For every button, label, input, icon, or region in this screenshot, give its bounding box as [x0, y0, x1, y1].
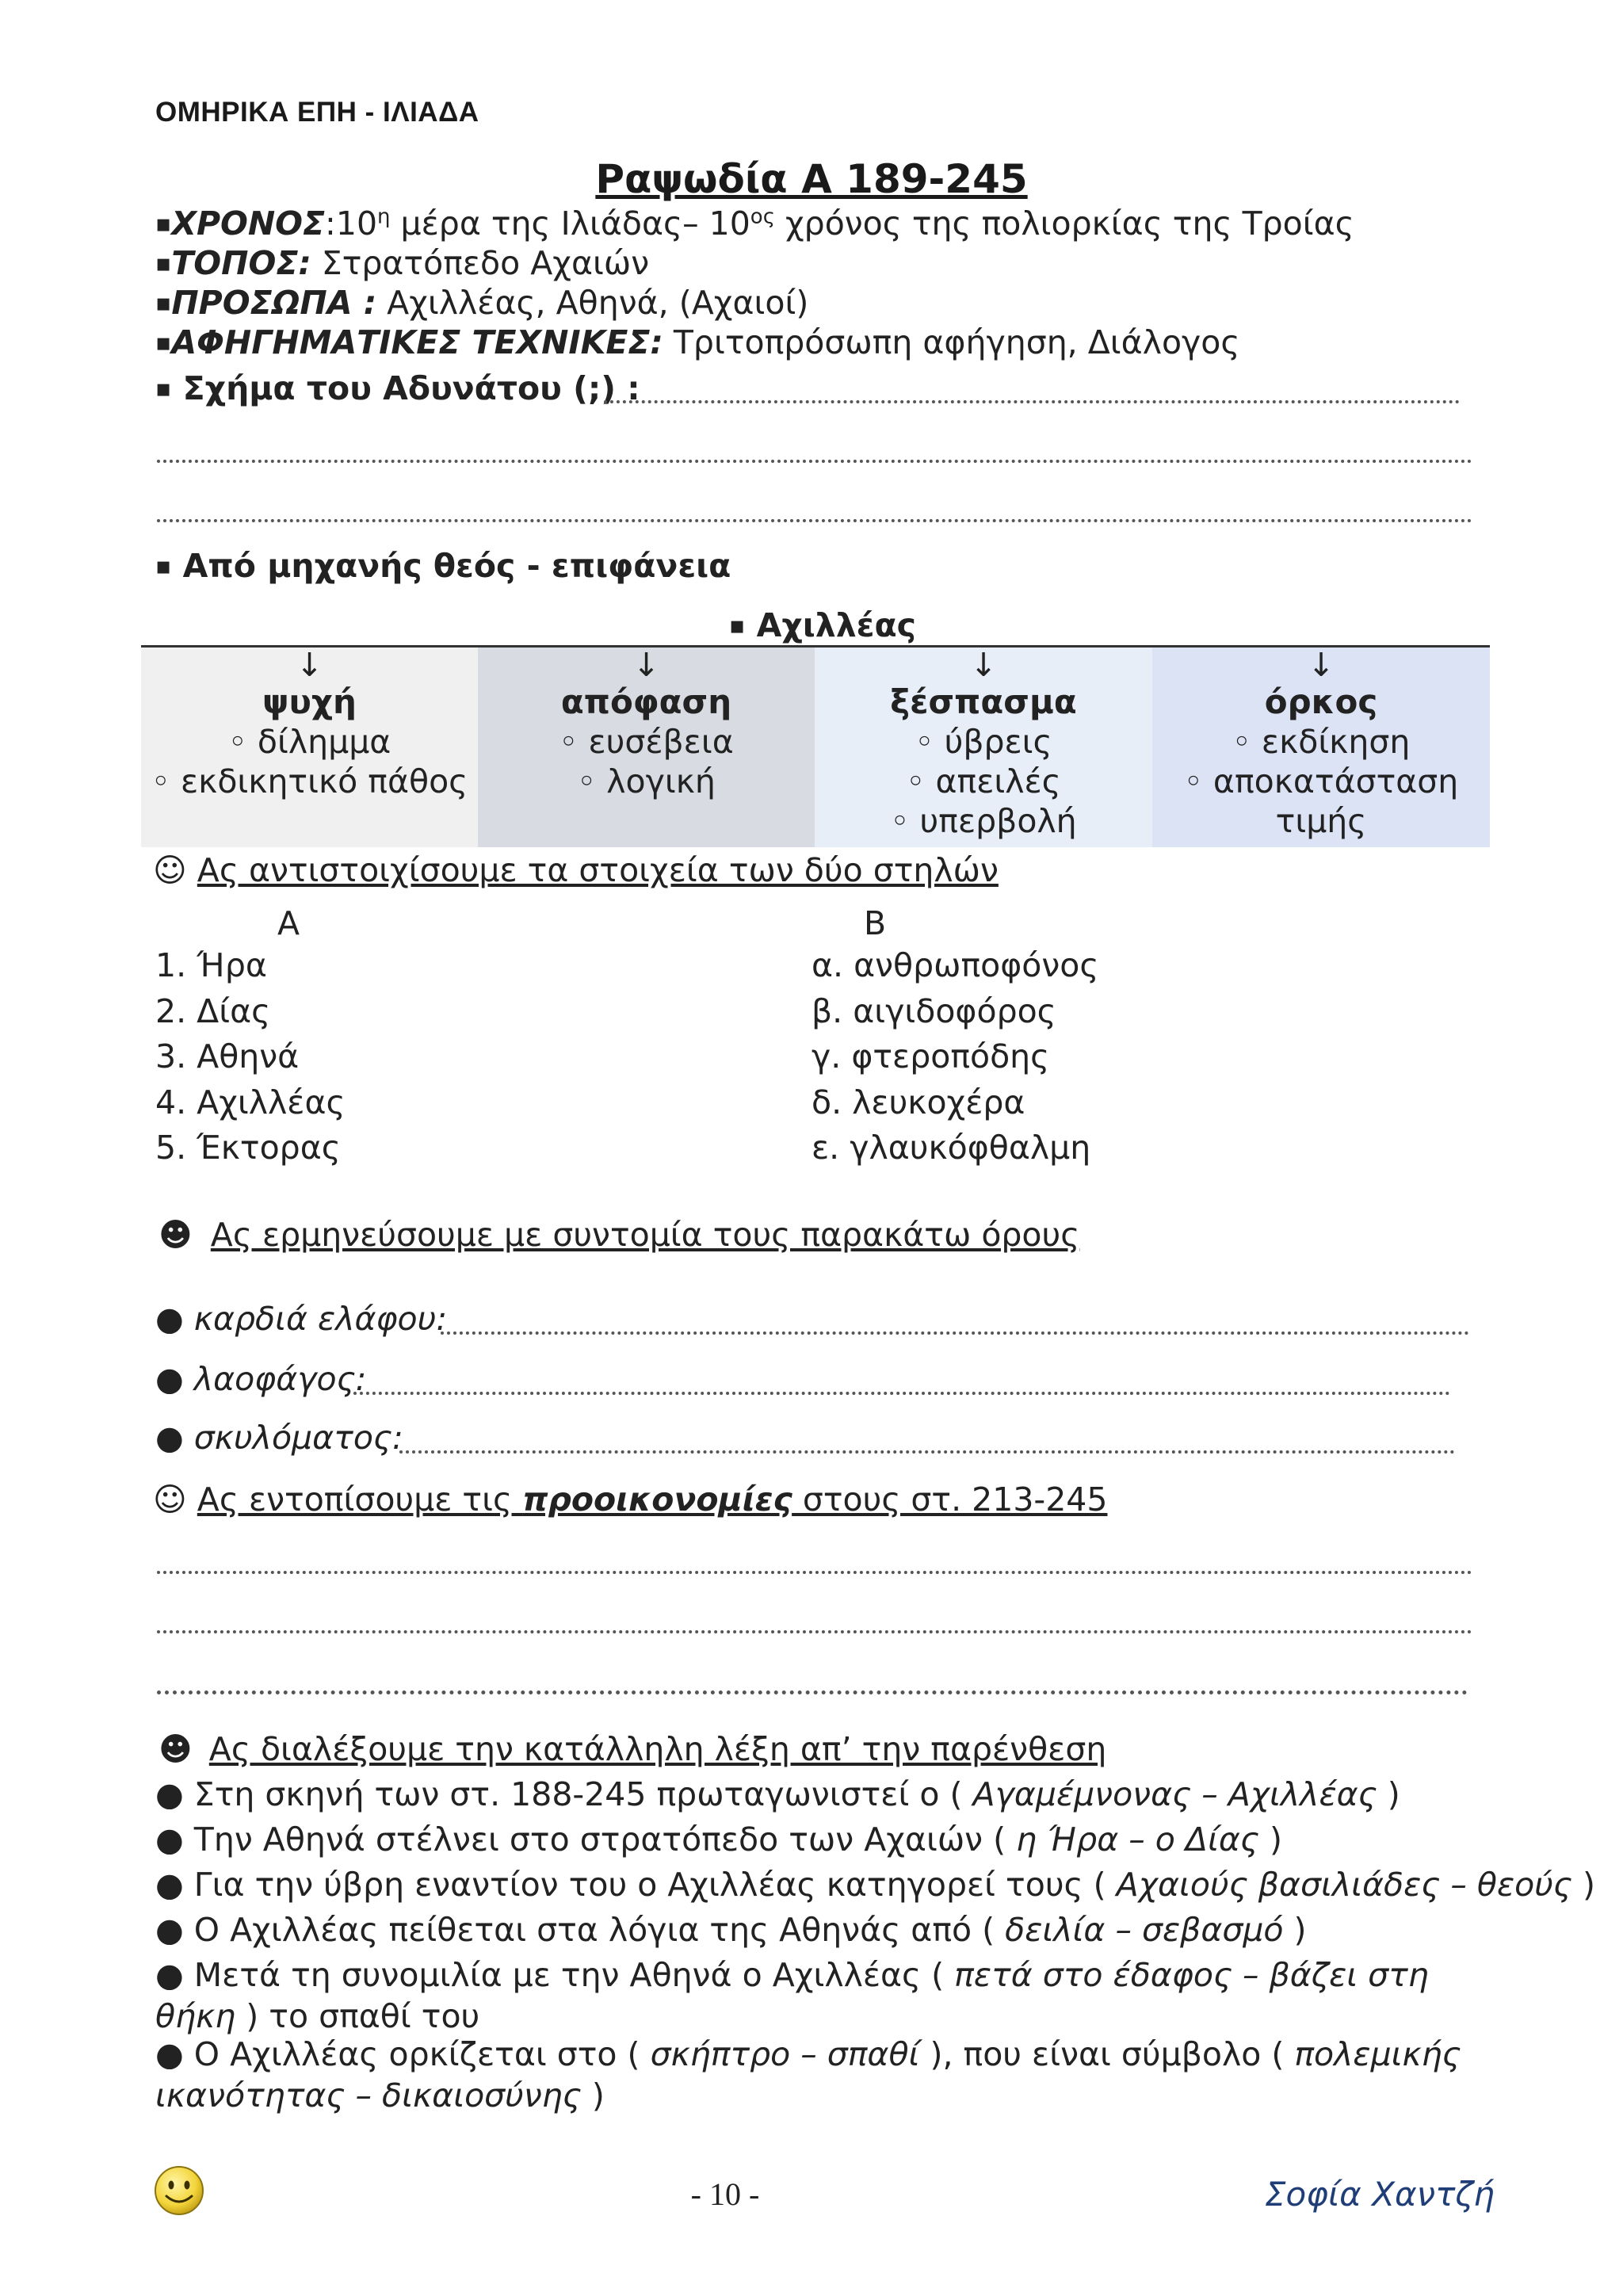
- choose-item: ● Ο Αχιλλέας πείθεται στα λόγια της Αθηνάς από ( δειλία – σεβασμό ): [155, 1911, 1307, 1949]
- list-item: α. ανθρωποφόνος: [812, 946, 1099, 984]
- info-place: ▪ΤΟΠΟΣ: Στρατόπεδο Αχαιών: [155, 244, 650, 282]
- choose-item: ● Ο Αχιλλέας ορκίζεται στο ( σκήπτρο – σπαθί ), που είναι σύμβολο ( πολεμικής ικανότητας – δικαιοσύνης ): [155, 2035, 1461, 2115]
- achilles-heading: ▪ Αχιλλέας: [729, 606, 916, 644]
- column-item: ◦ εκδικητικό πάθος: [151, 762, 468, 800]
- column-item: ◦ ύβρεις: [915, 723, 1052, 761]
- answer-line[interactable]: [157, 1571, 1472, 1574]
- column-item: ◦ εκδίκηση: [1232, 723, 1411, 761]
- page-title: Ραψωδία Α 189-245: [595, 156, 1028, 202]
- arrow-down-icon: ↓: [1307, 646, 1335, 684]
- choose-item: ● Την Αθηνά στέλνει στο στρατόπεδο των Αχαιών ( η Ήρα – ο Δίας ): [155, 1820, 1282, 1859]
- arrow-down-icon: ↓: [969, 646, 998, 684]
- choose-item: ● Για την ύβρη εναντίον του ο Αχιλλέας κατηγορεί τους ( Αχαιούς βασιλιάδες – θεούς ): [155, 1866, 1596, 1904]
- column-head: ψυχή: [262, 682, 357, 721]
- column-outburst: [815, 648, 1152, 847]
- term-item: ● καρδιά ελάφου:: [155, 1300, 448, 1338]
- choose-item: ● Στη σκηνή των στ. 188-245 πρωταγωνιστεί ο ( Αγαμέμνονας – Αχιλλέας ): [155, 1775, 1400, 1813]
- list-item: 3. Αθηνά: [155, 1037, 300, 1075]
- smile-icon: ☺: [153, 1480, 187, 1519]
- answer-line[interactable]: [157, 1690, 1468, 1694]
- info-time: $▪XPONO\Sigma:10^\eta$ μέρα της Ιλιάδας– $10^{o\varsigma}$ χρόνος της πολιορκίας της Τροίας: [155, 204, 1354, 243]
- info-figure: ▪ Σχήμα του Αδυνάτου (;) :: [155, 369, 640, 407]
- document-header: ΟΜΗΡΙΚΑ ΕΠΗ - ΙΛΙΑΔΑ: [155, 97, 479, 128]
- column-item: ◦ απειλές: [906, 762, 1061, 800]
- list-item: 4. Αχιλλέας: [155, 1083, 346, 1121]
- deus-ex-machina-label: ▪ Από μηχανής θεός - επιφάνεια: [155, 547, 731, 585]
- column-head: όρκος: [1264, 682, 1378, 721]
- column-head: απόφαση: [560, 682, 732, 721]
- answer-line[interactable]: [399, 1450, 1455, 1454]
- smile-icon: ☺: [153, 851, 187, 889]
- list-item: γ. φτεροπόδης: [812, 1037, 1050, 1075]
- answer-line[interactable]: [157, 1630, 1472, 1633]
- list-item: β. αιγιδοφόρος: [812, 992, 1056, 1030]
- column-decision: [478, 648, 815, 847]
- column-item: ◦ λογική: [577, 762, 716, 800]
- column-item: ◦ ευσέβεια: [559, 723, 734, 761]
- foreshadow-instruction: ☺ Ας εντοπίσουμε τις προοικονομίες στους στ. 213-245: [153, 1480, 1108, 1519]
- choose-item: ● Μετά τη συνομιλία με την Αθηνά ο Αχιλλέας ( πετά στο έδαφος – βάζει στη θήκη ) το σπαθί του: [155, 1956, 1429, 2035]
- smile-filled-icon: ☻: [158, 1216, 193, 1254]
- list-item: 5. Έκτορας: [155, 1129, 341, 1167]
- arrow-down-icon: ↓: [296, 646, 323, 684]
- answer-line[interactable]: [157, 460, 1472, 463]
- arrow-down-icon: ↓: [632, 646, 660, 684]
- column-item: ◦ υπερβολή: [890, 802, 1077, 840]
- info-techniques: ▪ΑΦΗΓΗΜΑΤΙΚΕΣ ΤΕΧΝΙΚΕΣ: Τριτοπρόσωπη αφήγηση, Διάλογος: [155, 323, 1240, 361]
- term-item: ● σκυλόματος:: [155, 1419, 403, 1457]
- column-head: ξέσπασμα: [890, 682, 1077, 721]
- answer-line[interactable]: [353, 1392, 1450, 1395]
- column-item: τιμής: [1275, 802, 1367, 840]
- list-item: 2. Δίας: [155, 992, 271, 1030]
- column-oath: [1152, 648, 1490, 847]
- choose-instruction: ☻ Ας διαλέξουμε την κατάλληλη λέξη απ’ την παρένθεση: [158, 1730, 1107, 1768]
- answer-line[interactable]: [157, 519, 1472, 522]
- author-name: Σοφία Χαντζή: [1265, 2175, 1495, 2214]
- list-item: 1. Ήρα: [155, 946, 267, 984]
- column-a-label: Α: [277, 904, 300, 942]
- column-soul: [141, 648, 478, 847]
- list-item: ε. γλαυκόφθαλμη: [812, 1129, 1091, 1167]
- column-item: ◦ δίλημμα: [227, 723, 391, 761]
- answer-line[interactable]: [604, 400, 1460, 403]
- info-persons: ▪ΠΡΟΣΩΠΑ : Αχιλλέας, Αθηνά, (Αχαιοί): [155, 284, 809, 322]
- term-item: ● λαοφάγος:: [155, 1360, 367, 1398]
- list-item: δ. λευκοχέρα: [812, 1083, 1025, 1121]
- page-number: - 10 -: [690, 2176, 760, 2212]
- matching-instruction: ☺ Ας αντιστοιχίσουμε τα στοιχεία των δύο στηλών: [153, 851, 999, 889]
- smile-filled-icon: ☻: [158, 1730, 193, 1768]
- column-item: ◦ αποκατάσταση: [1183, 762, 1459, 800]
- column-b-label: Β: [864, 904, 887, 942]
- terms-instruction: ☻ Ας ερμηνεύσουμε με συντομία τους παρακάτω όρους: [158, 1216, 1080, 1254]
- answer-line[interactable]: [441, 1331, 1469, 1335]
